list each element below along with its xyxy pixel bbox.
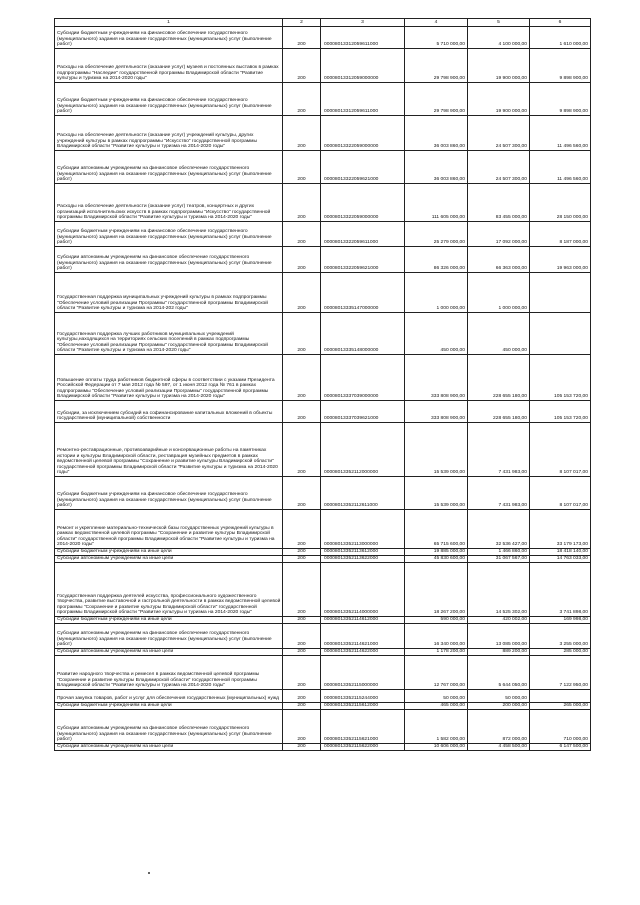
- row-approved-amount: 19 885 000,00: [405, 549, 468, 556]
- row-code: 200: [283, 184, 321, 222]
- table-header-row: [55, 19, 591, 27]
- row-approved-amount: 50 000,00: [405, 690, 468, 703]
- row-code: 200: [283, 556, 321, 563]
- column-header-5: 5: [468, 19, 530, 27]
- table-row: [55, 510, 591, 549]
- row-executed-amount: 14 525 302,00: [468, 563, 530, 617]
- row-description: Субсидии автономным учреждениям на иные цели: [55, 556, 283, 563]
- row-description: Субсидии бюджетным учреждениям на иные цели: [55, 617, 283, 624]
- row-remaining-amount: 710 000,00: [530, 710, 591, 744]
- row-description: Государственная поддержка муниципальных учреждений культуры в рамках подпрограммы "Обеспечение условий реализации Программы" государственной программы Владимирской области "Развитие культуры и туризма на 2014-202 годы": [55, 273, 283, 313]
- row-classification-code: 00008013312059611000: [321, 83, 405, 116]
- row-code: 200: [283, 510, 321, 549]
- row-classification-code: 00008013337039621000: [321, 401, 405, 423]
- row-description: Субсидии бюджетным учреждениям на финансовое обеспечение государственного (муниципального) задания на оказание государственных (муниципальных) услуг (выполнение работ): [55, 27, 283, 49]
- table-row: [55, 556, 591, 563]
- row-code: 200: [283, 690, 321, 703]
- row-remaining-amount: 1 610 000,00: [530, 27, 591, 49]
- row-code: 200: [283, 624, 321, 649]
- row-approved-amount: 5 710 000,00: [405, 27, 468, 49]
- row-executed-amount: 872 000,00: [468, 710, 530, 744]
- row-code: 200: [283, 355, 321, 401]
- table-row: [55, 222, 591, 247]
- row-code: 200: [283, 656, 321, 690]
- row-remaining-amount: 285 000,00: [530, 649, 591, 656]
- row-executed-amount: 19 900 000,00: [468, 49, 530, 83]
- row-classification-code: 00008013322059000000: [321, 184, 405, 222]
- row-remaining-amount: 28 150 000,00: [530, 184, 591, 222]
- row-description: Прочая закупка товаров, работ и услуг для обеспечения государственных (муниципальных) нужд: [55, 690, 283, 703]
- row-code: 200: [283, 151, 321, 184]
- row-executed-amount: 1 466 860,00: [468, 549, 530, 556]
- row-classification-code: 00008013352113612000: [321, 549, 405, 556]
- row-approved-amount: 29 798 900,00: [405, 83, 468, 116]
- row-executed-amount: 7 431 983,00: [468, 477, 530, 510]
- row-classification-code: 00008013352114000000: [321, 563, 405, 617]
- row-approved-amount: 29 798 900,00: [405, 49, 468, 83]
- table-row: [55, 617, 591, 624]
- row-approved-amount: 25 279 000,00: [405, 222, 468, 247]
- row-approved-amount: 18 267 200,00: [405, 563, 468, 617]
- row-description: Ремонтно-реставрационные, противоаварийные и консервационные работы на памятниках истории и культуры Владимирской области, реставрация музейных предметов в рамках ведомственной целевой программы "Сохранение и развитие культуры Владимирской области" государственной программы Владимирской области "Развитие культуры и туризма на 2014-2020 годы": [55, 423, 283, 477]
- row-approved-amount: 16 340 000,00: [405, 624, 468, 649]
- row-remaining-amount: 265 000,00: [530, 703, 591, 710]
- row-description: Субсидии автономным учреждениям на иные цели: [55, 649, 283, 656]
- row-remaining-amount: 11 496 560,00: [530, 151, 591, 184]
- table-row: [55, 401, 591, 423]
- table-row: [55, 423, 591, 477]
- row-approved-amount: 36 003 860,00: [405, 151, 468, 184]
- row-classification-code: 00008013312059000000: [321, 49, 405, 83]
- row-classification-code: 00008013352112611000: [321, 477, 405, 510]
- budget-table: [54, 18, 591, 751]
- row-code: 200: [283, 563, 321, 617]
- row-executed-amount: 7 431 983,00: [468, 423, 530, 477]
- row-code: 200: [283, 703, 321, 710]
- row-code: 200: [283, 649, 321, 656]
- row-remaining-amount: 9 898 900,00: [530, 49, 591, 83]
- row-code: 200: [283, 27, 321, 49]
- row-classification-code: 00008013352115244000: [321, 690, 405, 703]
- row-description: Субсидии бюджетным учреждениям на финансовое обеспечение государственного (муниципального) задания на оказание государственных (муниципальных) услуг (выполнение работ): [55, 83, 283, 116]
- row-approved-amount: 1 000 000,00: [405, 273, 468, 313]
- table-row: [55, 710, 591, 744]
- row-description: Субсидии автономным учреждениям на финансовое обеспечение государственного (муниципального) задания на оказание государственных (муниципальных) услуг (выполнение работ): [55, 151, 283, 184]
- row-remaining-amount: 33 179 173,00: [530, 510, 591, 549]
- table-row: [55, 273, 591, 313]
- row-executed-amount: 200 000,00: [468, 703, 530, 710]
- row-approved-amount: 65 715 600,00: [405, 510, 468, 549]
- row-executed-amount: 32 536 427,00: [468, 510, 530, 549]
- row-description: Расходы на обеспечение деятельности (оказание услуг) учреждений культуры, других учреждений культуры в рамках подпрограммы "Искусство" государственной программы Владимирской области "Развитие культуры и туризма на 2014-2020 годы": [55, 116, 283, 151]
- row-remaining-amount: 105 153 720,00: [530, 355, 591, 401]
- row-executed-amount: 17 092 000,00: [468, 222, 530, 247]
- row-code: 200: [283, 313, 321, 355]
- row-classification-code: 00008013322059000000: [321, 116, 405, 151]
- row-classification-code: 00008013335147000000: [321, 273, 405, 313]
- table-row: [55, 563, 591, 617]
- table-row: [55, 313, 591, 355]
- row-executed-amount: 13 085 000,00: [468, 624, 530, 649]
- row-executed-amount: 420 002,00: [468, 617, 530, 624]
- row-remaining-amount: 9 898 900,00: [530, 83, 591, 116]
- row-remaining-amount: 8 187 000,00: [530, 222, 591, 247]
- row-code: 200: [283, 49, 321, 83]
- scan-dot: [148, 872, 150, 874]
- row-classification-code: 00008013352114622000: [321, 649, 405, 656]
- table-row: [55, 151, 591, 184]
- row-approved-amount: 15 539 000,00: [405, 423, 468, 477]
- row-executed-amount: 66 363 000,00: [468, 247, 530, 273]
- row-executed-amount: 4 458 500,00: [468, 744, 530, 751]
- row-executed-amount: 228 655 180,00: [468, 401, 530, 423]
- row-approved-amount: 333 808 900,00: [405, 355, 468, 401]
- row-description: Субсидии автономным учреждениям на финансовое обеспечение государственного (муниципального) задания на оказание государственных (муниципальных) услуг (выполнение работ): [55, 247, 283, 273]
- row-remaining-amount: [530, 313, 591, 355]
- column-header-1: 1: [55, 19, 283, 27]
- row-description: Субсидии бюджетным учреждениям на финансовое обеспечение государственного (муниципального) задания на оказание государственных (муниципальных) услуг (выполнение работ): [55, 477, 283, 510]
- table-row: [55, 247, 591, 273]
- row-description: Субсидии автономным учреждениям на финансовое обеспечение государственного (муниципального) задания на оказание государственных (муниципальных) услуг (выполнение работ): [55, 624, 283, 649]
- table-row: [55, 624, 591, 649]
- row-classification-code: 00008013352113622000: [321, 556, 405, 563]
- row-code: 200: [283, 744, 321, 751]
- row-code: 200: [283, 83, 321, 116]
- row-executed-amount: 4 100 000,00: [468, 27, 530, 49]
- row-approved-amount: 36 003 860,00: [405, 116, 468, 151]
- row-classification-code: 00008013312059611000: [321, 27, 405, 49]
- row-approved-amount: 465 000,00: [405, 703, 468, 710]
- row-description: Расходы на обеспечение деятельности (оказание услуг) театров, концертных и других организаций исполнительских искусств в рамках подпрограммы "Искусство" государственной программы Владимирской области "Развитие культуры и туризма на 2014-2020 годы": [55, 184, 283, 222]
- row-description: Развитие народного творчества и ремесел в рамках ведомственной целевой программы "Сохранение и развитие культуры Владимирской области" государственной программы Владимирской области "Развитие культуры и туризма на 2014-2020 годы": [55, 656, 283, 690]
- row-classification-code: 00008013352112000000: [321, 423, 405, 477]
- row-code: 200: [283, 477, 321, 510]
- row-code: 200: [283, 222, 321, 247]
- table-row: [55, 355, 591, 401]
- row-remaining-amount: [530, 690, 591, 703]
- budget-report-sheet: [54, 18, 590, 751]
- table-row: [55, 116, 591, 151]
- row-approved-amount: 333 808 900,00: [405, 401, 468, 423]
- row-remaining-amount: 11 496 560,00: [530, 116, 591, 151]
- row-classification-code: 00008013322059621000: [321, 247, 405, 273]
- row-executed-amount: 19 900 000,00: [468, 83, 530, 116]
- column-header-6: 6: [530, 19, 591, 27]
- table-row: [55, 83, 591, 116]
- table-row: [55, 49, 591, 83]
- row-remaining-amount: 6 147 500,00: [530, 744, 591, 751]
- row-approved-amount: 111 605 000,00: [405, 184, 468, 222]
- row-classification-code: 00008013322059611000: [321, 222, 405, 247]
- row-approved-amount: 590 000,00: [405, 617, 468, 624]
- column-header-2: 2: [283, 19, 321, 27]
- row-description: Государственная поддержка лучших работников муниципальных учреждений культуры,находящихся на территориях сельских поселений в рамках подпрограммы "Обеспечение условий реализации Программы" государственной программы Владимирской области "Развитие культуры и туризма на 2014-2020 годы": [55, 313, 283, 355]
- row-code: 200: [283, 247, 321, 273]
- row-executed-amount: 24 507 300,00: [468, 116, 530, 151]
- table-row: [55, 549, 591, 556]
- row-approved-amount: 45 830 600,00: [405, 556, 468, 563]
- column-header-4: 4: [405, 19, 468, 27]
- row-remaining-amount: 8 107 017,00: [530, 477, 591, 510]
- row-remaining-amount: 18 418 140,00: [530, 549, 591, 556]
- row-executed-amount: 889 200,00: [468, 649, 530, 656]
- row-description: Субсидии, за исключением субсидий на софинансирование капитальных вложений в объекты государственной (муниципальной) собственности: [55, 401, 283, 423]
- row-remaining-amount: [530, 273, 591, 313]
- row-description: Субсидии бюджетным учреждениям на иные цели: [55, 703, 283, 710]
- row-code: 200: [283, 549, 321, 556]
- table-row: [55, 656, 591, 690]
- row-description: Субсидии бюджетным учреждениям на финансовое обеспечение государственного (муниципального) задания на оказание государственных (муниципальных) услуг (выполнение работ): [55, 222, 283, 247]
- row-classification-code: 00008013322059621000: [321, 151, 405, 184]
- row-classification-code: 00008013352115000000: [321, 656, 405, 690]
- row-classification-code: 00008013352114612000: [321, 617, 405, 624]
- table-row: [55, 184, 591, 222]
- row-description: Государственная поддержка деятелей искусства, профессионального художественного творчества, развитие выставочной и гастрольной деятельности в рамках ведомственной целевой программы "Сохранение и развитие культуры Владимирской области" государственной программы Владимирской области "Развитие культуры и туризма на 2014-2020 годы": [55, 563, 283, 617]
- row-executed-amount: 5 644 050,00: [468, 656, 530, 690]
- row-remaining-amount: 3 741 898,00: [530, 563, 591, 617]
- row-approved-amount: 15 539 000,00: [405, 477, 468, 510]
- row-code: 200: [283, 401, 321, 423]
- row-remaining-amount: 105 153 720,00: [530, 401, 591, 423]
- row-approved-amount: 450 000,00: [405, 313, 468, 355]
- table-row: [55, 477, 591, 510]
- row-executed-amount: 228 655 180,00: [468, 355, 530, 401]
- table-row: [55, 744, 591, 751]
- row-code: 200: [283, 116, 321, 151]
- row-approved-amount: 1 178 200,00: [405, 649, 468, 656]
- row-approved-amount: 86 326 000,00: [405, 247, 468, 273]
- row-executed-amount: 1 000 000,00: [468, 273, 530, 313]
- row-classification-code: 00008013352115612000: [321, 703, 405, 710]
- row-description: Расходы на обеспечение деятельности (оказание услуг) музеев и постоянных выставок в рамках подпрограммы "Наследие" государственной программы Владимирской области "Развитие культуры и туризма на 2014-2020 годы": [55, 49, 283, 83]
- row-approved-amount: 1 582 000,00: [405, 710, 468, 744]
- row-classification-code: 00008013352115622000: [321, 744, 405, 751]
- row-remaining-amount: 169 998,00: [530, 617, 591, 624]
- row-code: 200: [283, 617, 321, 624]
- table-row: [55, 690, 591, 703]
- row-executed-amount: 50 000,00: [468, 690, 530, 703]
- row-remaining-amount: 14 763 033,00: [530, 556, 591, 563]
- row-remaining-amount: 8 107 017,00: [530, 423, 591, 477]
- column-header-3: 3: [321, 19, 405, 27]
- row-code: 200: [283, 710, 321, 744]
- table-row: [55, 703, 591, 710]
- row-executed-amount: 24 507 300,00: [468, 151, 530, 184]
- row-description: Субсидии автономным учреждениям на финансовое обеспечение государственного (муниципального) задания на оказание государственных (муниципальных) услуг (выполнение работ): [55, 710, 283, 744]
- row-executed-amount: 31 067 567,00: [468, 556, 530, 563]
- row-classification-code: 00008013335148000000: [321, 313, 405, 355]
- row-remaining-amount: 19 963 000,00: [530, 247, 591, 273]
- row-executed-amount: 450 000,00: [468, 313, 530, 355]
- row-code: 200: [283, 423, 321, 477]
- row-remaining-amount: 7 122 950,00: [530, 656, 591, 690]
- row-description: Субсидии бюджетным учреждениям на иные цели: [55, 549, 283, 556]
- row-approved-amount: 12 767 000,00: [405, 656, 468, 690]
- table-row: [55, 649, 591, 656]
- row-classification-code: 00008013352115621000: [321, 710, 405, 744]
- row-classification-code: 00008013352114621000: [321, 624, 405, 649]
- row-description: Повышение оплаты труда работников бюджетной сферы в соответствии с указами Президента Российской Федерации от 7 мая 2012 года № 597, от 1 июня 2012 года № 761 в рамках подпрограммы "Обеспечение условий реализации Программы" государственной программы Владимирской области "Развитие культуры и туризма на 2014-2020 годы": [55, 355, 283, 401]
- row-description: Субсидии автономным учреждениям на иные цели: [55, 744, 283, 751]
- row-executed-amount: 83 455 000,00: [468, 184, 530, 222]
- row-code: 200: [283, 273, 321, 313]
- row-remaining-amount: 3 255 000,00: [530, 624, 591, 649]
- row-description: Ремонт и укрепление материально-технической базы государственных учреждений культуры в рамках ведомственной целевой программы "Сохранение и развитие культуры Владимирской области" государственной программы Владимирской области "Развитие культуры и туризма на 2014-2020 годы": [55, 510, 283, 549]
- row-approved-amount: 10 606 000,00: [405, 744, 468, 751]
- row-classification-code: 00008013337039000000: [321, 355, 405, 401]
- row-classification-code: 00008013352113000000: [321, 510, 405, 549]
- table-row: [55, 27, 591, 49]
